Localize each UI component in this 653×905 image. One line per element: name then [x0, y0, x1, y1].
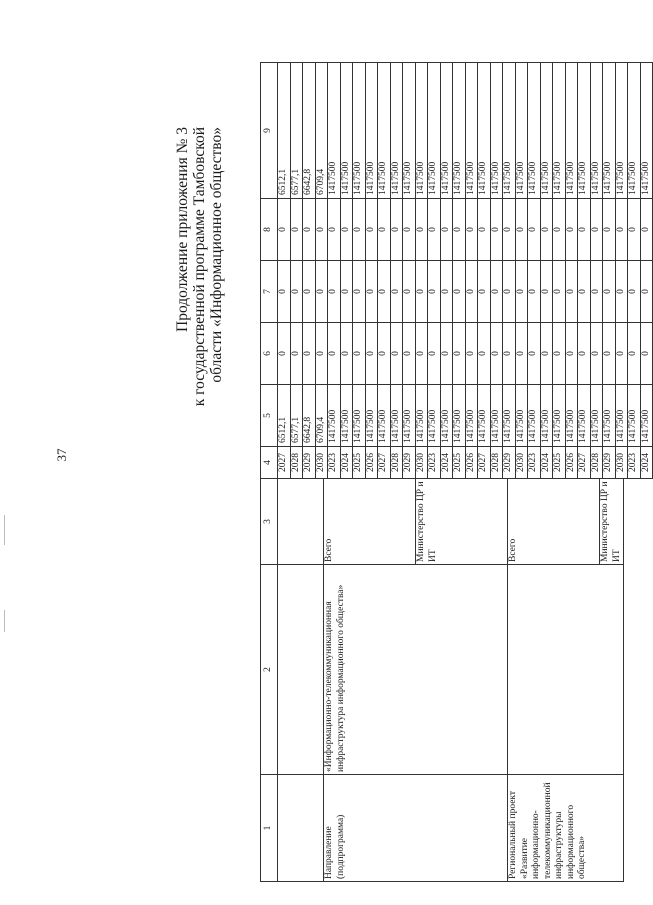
value-cell: 0	[390, 261, 403, 323]
project-total-label: Всего	[508, 479, 600, 565]
value-cell: 0	[590, 323, 603, 385]
value-cell: 0	[553, 323, 566, 385]
amount-cell: 6512,1	[278, 385, 291, 447]
total-cell: 1417500	[590, 63, 603, 199]
value-cell: 0	[553, 199, 566, 261]
value-cell: 0	[565, 323, 578, 385]
value-cell: 0	[403, 261, 416, 323]
value-cell: 0	[540, 323, 553, 385]
amount-cell: 1417500	[378, 385, 391, 447]
table-row	[403, 63, 416, 479]
continuation-cell	[278, 479, 324, 565]
year-cell: 2025	[553, 447, 566, 479]
total-cell: 1417500	[640, 63, 653, 199]
table-row	[353, 63, 366, 479]
value-cell: 0	[628, 199, 641, 261]
value-cell: 0	[303, 261, 316, 323]
value-cell: 0	[515, 323, 528, 385]
value-cell: 0	[328, 199, 341, 261]
total-cell: 1417500	[390, 63, 403, 199]
amount-cell: 1417500	[565, 385, 578, 447]
amount-cell: 1417500	[490, 385, 503, 447]
table-row	[340, 63, 353, 479]
year-cell: 2028	[290, 447, 303, 479]
direction-title: «Информационно-телекоммуникационная инфраструктура информационного общества»	[324, 565, 508, 775]
page-number: 37	[54, 448, 69, 462]
heading-line-3: области «Информационное общество»	[208, 127, 225, 383]
year-cell: 2026	[365, 447, 378, 479]
value-cell: 0	[465, 199, 478, 261]
value-cell: 0	[590, 199, 603, 261]
value-cell: 0	[365, 261, 378, 323]
year-cell: 2029	[603, 447, 616, 479]
amount-cell: 1417500	[465, 385, 478, 447]
total-cell: 1417500	[490, 63, 503, 199]
total-cell: 1417500	[540, 63, 553, 199]
amount-cell: 1417500	[328, 385, 341, 447]
year-cell: 2027	[478, 447, 491, 479]
value-cell: 0	[503, 261, 516, 323]
value-cell: 0	[365, 199, 378, 261]
year-cell: 2024	[640, 447, 653, 479]
value-cell: 0	[440, 323, 453, 385]
year-cell: 2030	[415, 447, 428, 479]
value-cell: 0	[453, 199, 466, 261]
year-cell: 2030	[315, 447, 328, 479]
total-cell: 6577,1	[290, 63, 303, 199]
total-cell: 1417500	[328, 63, 341, 199]
value-cell: 0	[428, 323, 441, 385]
table-row	[590, 63, 603, 479]
amount-cell: 1417500	[628, 385, 641, 447]
total-cell: 1417500	[528, 63, 541, 199]
value-cell: 0	[490, 199, 503, 261]
table-row	[428, 63, 441, 479]
year-cell: 2023	[528, 447, 541, 479]
value-cell: 0	[578, 323, 591, 385]
table-row	[415, 63, 428, 479]
col-header-2: 2	[261, 565, 278, 775]
value-cell: 0	[415, 261, 428, 323]
value-cell: 0	[415, 199, 428, 261]
year-cell: 2027	[578, 447, 591, 479]
value-cell: 0	[290, 261, 303, 323]
value-cell: 0	[578, 261, 591, 323]
total-cell: 1417500	[628, 63, 641, 199]
table-row	[578, 63, 591, 479]
value-cell: 0	[453, 261, 466, 323]
value-cell: 0	[303, 323, 316, 385]
value-cell: 0	[403, 199, 416, 261]
total-cell: 1417500	[503, 63, 516, 199]
value-cell: 0	[353, 261, 366, 323]
total-cell: 6642,8	[303, 63, 316, 199]
table-row	[328, 63, 341, 479]
amount-cell: 1417500	[478, 385, 491, 447]
value-cell: 0	[490, 323, 503, 385]
year-cell: 2027	[278, 447, 291, 479]
table-row	[453, 63, 466, 479]
table-row	[478, 63, 491, 479]
rotated-page-content	[160, 57, 651, 882]
table-row	[640, 63, 653, 479]
value-cell: 0	[403, 323, 416, 385]
table-row	[378, 63, 391, 479]
continuation-cell	[278, 775, 324, 882]
total-cell: 6512,1	[278, 63, 291, 199]
value-cell: 0	[590, 261, 603, 323]
amount-cell: 1417500	[590, 385, 603, 447]
total-cell: 1417500	[453, 63, 466, 199]
value-cell: 0	[315, 323, 328, 385]
col-header-6: 6	[261, 323, 278, 385]
value-cell: 0	[565, 261, 578, 323]
year-cell: 2028	[490, 447, 503, 479]
value-cell: 0	[640, 323, 653, 385]
scan-edge-mark	[4, 610, 5, 632]
total-cell: 1417500	[365, 63, 378, 199]
total-cell: 1417500	[553, 63, 566, 199]
heading-line-2: к государственной программе Тамбовской	[191, 127, 208, 407]
value-cell: 0	[515, 261, 528, 323]
finance-table	[260, 57, 651, 882]
amount-cell: 6642,8	[303, 385, 316, 447]
value-cell: 0	[603, 199, 616, 261]
value-cell: 0	[503, 199, 516, 261]
year-cell: 2023	[328, 447, 341, 479]
project-ministry: Министерство ЦР и ИТ	[600, 479, 624, 565]
table-row	[303, 63, 316, 479]
table-row	[528, 63, 541, 479]
total-cell: 1417500	[403, 63, 416, 199]
value-cell: 0	[340, 199, 353, 261]
value-cell: 0	[603, 261, 616, 323]
table-row	[390, 63, 403, 479]
year-cell: 2027	[378, 447, 391, 479]
year-cell: 2029	[303, 447, 316, 479]
table-row	[565, 63, 578, 479]
amount-cell: 1417500	[528, 385, 541, 447]
amount-cell: 1417500	[515, 385, 528, 447]
value-cell: 0	[615, 199, 628, 261]
table-row	[490, 63, 503, 479]
value-cell: 0	[428, 261, 441, 323]
value-cell: 0	[478, 323, 491, 385]
value-cell: 0	[465, 323, 478, 385]
value-cell: 0	[453, 323, 466, 385]
value-cell: 0	[328, 261, 341, 323]
year-cell: 2026	[465, 447, 478, 479]
amount-cell: 6577,1	[290, 385, 303, 447]
year-cell: 2029	[503, 447, 516, 479]
amount-cell: 1417500	[615, 385, 628, 447]
amount-cell: 1417500	[603, 385, 616, 447]
total-cell: 1417500	[615, 63, 628, 199]
value-cell: 0	[428, 199, 441, 261]
total-cell: 1417500	[465, 63, 478, 199]
col-header-1: 1	[261, 775, 278, 882]
amount-cell: 1417500	[503, 385, 516, 447]
table-row	[540, 63, 553, 479]
table-row	[628, 63, 641, 479]
amount-cell: 1417500	[578, 385, 591, 447]
year-cell: 2025	[353, 447, 366, 479]
description-table	[260, 478, 624, 882]
amount-cell: 1417500	[403, 385, 416, 447]
value-cell: 0	[303, 199, 316, 261]
total-cell: 1417500	[478, 63, 491, 199]
value-cell: 0	[528, 199, 541, 261]
value-cell: 0	[415, 323, 428, 385]
year-cell: 2030	[615, 447, 628, 479]
table-row	[553, 63, 566, 479]
value-cell: 0	[440, 261, 453, 323]
value-cell: 0	[628, 261, 641, 323]
value-cell: 0	[553, 261, 566, 323]
value-cell: 0	[390, 323, 403, 385]
amount-cell: 1417500	[428, 385, 441, 447]
amount-cell: 1417500	[415, 385, 428, 447]
direction-ministry: Министерство ЦР и ИТ	[416, 479, 508, 565]
col-header-9: 9	[261, 63, 278, 199]
value-cell: 0	[328, 323, 341, 385]
amount-cell: 1417500	[365, 385, 378, 447]
value-cell: 0	[278, 323, 291, 385]
col-header-4: 4	[261, 447, 278, 479]
value-cell: 0	[565, 199, 578, 261]
table-row	[503, 63, 516, 479]
value-cell: 0	[540, 261, 553, 323]
table-row	[290, 63, 303, 479]
value-cell: 0	[478, 261, 491, 323]
col-header-5: 5	[261, 385, 278, 447]
value-cell: 0	[440, 199, 453, 261]
value-cell: 0	[515, 199, 528, 261]
value-cell: 0	[540, 199, 553, 261]
year-cell: 2026	[565, 447, 578, 479]
total-cell: 1417500	[340, 63, 353, 199]
col-header-7: 7	[261, 261, 278, 323]
value-cell: 0	[478, 199, 491, 261]
table-row	[603, 63, 616, 479]
value-cell: 0	[628, 323, 641, 385]
table-row	[465, 63, 478, 479]
total-cell: 6709,4	[315, 63, 328, 199]
value-cell: 0	[378, 261, 391, 323]
total-cell: 1417500	[378, 63, 391, 199]
heading-line-1: Продолжение приложения № 3	[174, 127, 191, 332]
value-cell: 0	[315, 261, 328, 323]
direction-total-label: Всего	[324, 479, 416, 565]
total-cell: 1417500	[565, 63, 578, 199]
value-cell: 0	[615, 323, 628, 385]
value-cell: 0	[315, 199, 328, 261]
table-row	[440, 63, 453, 479]
value-cell: 0	[290, 323, 303, 385]
year-cell: 2024	[340, 447, 353, 479]
total-cell: 1417500	[578, 63, 591, 199]
table-row	[515, 63, 528, 479]
value-cell: 0	[378, 323, 391, 385]
value-cell: 0	[378, 199, 391, 261]
total-cell: 1417500	[353, 63, 366, 199]
total-cell: 1417500	[440, 63, 453, 199]
value-cell: 0	[390, 199, 403, 261]
value-cell: 0	[640, 199, 653, 261]
value-cell: 0	[528, 261, 541, 323]
table-row	[278, 63, 291, 479]
amount-cell: 1417500	[553, 385, 566, 447]
table-row	[315, 63, 328, 479]
value-cell: 0	[365, 323, 378, 385]
amount-cell: 1417500	[340, 385, 353, 447]
total-cell: 1417500	[428, 63, 441, 199]
year-cell: 2028	[590, 447, 603, 479]
year-cell: 2023	[628, 447, 641, 479]
value-cell: 0	[340, 261, 353, 323]
year-cell: 2030	[515, 447, 528, 479]
project-title-empty	[508, 565, 624, 775]
amount-cell: 1417500	[540, 385, 553, 447]
value-cell: 0	[353, 323, 366, 385]
total-cell: 1417500	[603, 63, 616, 199]
value-cell: 0	[528, 323, 541, 385]
total-cell: 1417500	[415, 63, 428, 199]
amount-cell: 1417500	[453, 385, 466, 447]
year-cell: 2024	[440, 447, 453, 479]
value-cell: 0	[340, 323, 353, 385]
direction-name: Направление (подпрограмма)	[324, 775, 508, 882]
col-header-3: 3	[261, 479, 278, 565]
year-cell: 2028	[390, 447, 403, 479]
scan-edge-mark	[4, 515, 5, 545]
amount-cell: 1417500	[390, 385, 403, 447]
value-cell: 0	[615, 261, 628, 323]
value-cell: 0	[465, 261, 478, 323]
value-cell: 0	[353, 199, 366, 261]
table-row	[615, 63, 628, 479]
appendix-heading	[160, 57, 260, 882]
value-cell: 0	[278, 261, 291, 323]
value-cell: 0	[640, 261, 653, 323]
total-cell: 1417500	[515, 63, 528, 199]
amount-cell: 1417500	[353, 385, 366, 447]
year-cell: 2024	[540, 447, 553, 479]
table-row	[365, 63, 378, 479]
amount-cell: 1417500	[440, 385, 453, 447]
year-cell: 2023	[428, 447, 441, 479]
col-header-8: 8	[261, 199, 278, 261]
value-cell: 0	[503, 323, 516, 385]
value-cell: 0	[490, 261, 503, 323]
value-cell: 0	[290, 199, 303, 261]
project-name: Региональный проект «Развитие информационно-телекоммуникационной инфраструктуры информационного общества»	[508, 775, 624, 882]
value-cell: 0	[603, 323, 616, 385]
amount-cell: 1417500	[640, 385, 653, 447]
year-cell: 2029	[403, 447, 416, 479]
continuation-cell	[278, 565, 324, 775]
amount-cell: 6709,4	[315, 385, 328, 447]
value-cell: 0	[578, 199, 591, 261]
value-cell: 0	[278, 199, 291, 261]
values-table	[260, 62, 653, 479]
year-cell: 2025	[453, 447, 466, 479]
